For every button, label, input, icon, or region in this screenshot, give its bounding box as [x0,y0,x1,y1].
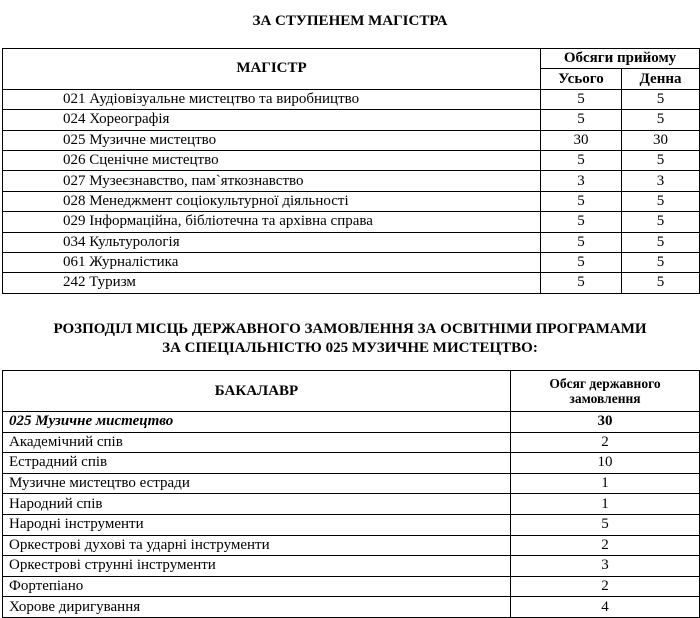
fulltime-value: 30 [622,130,700,150]
total-value: 5 [541,252,622,272]
fulltime-value: 5 [622,110,700,130]
bachelor-state-order-table [2,370,700,618]
program-name: Фортепіано [3,576,511,597]
total-value: 30 [541,130,622,150]
master-admission-table [2,48,700,294]
table-row [3,130,700,150]
state-order-volume-header [511,371,700,412]
table-row [3,432,700,453]
table-row [3,171,700,191]
specialty-name: 242 Туризм [3,273,541,293]
volume-header-line2: замовлення [569,391,641,406]
program-name: Музичне мистецтво естради [3,473,511,494]
total-value: 5 [541,110,622,130]
total-value: 5 [541,232,622,252]
specialty-total-row [3,412,700,433]
specialty-name: 025 Музичне мистецтво [3,412,511,433]
fulltime-value: 5 [622,191,700,211]
program-name: Оркестрові струнні інструменти [3,556,511,577]
program-value: 4 [511,597,700,618]
total-value: 5 [541,150,622,170]
specialty-total-value: 30 [511,412,700,433]
table-row [3,576,700,597]
program-value: 3 [511,556,700,577]
table-row [3,232,700,252]
total-value: 5 [541,89,622,109]
table-row [3,252,700,272]
total-value: 5 [541,212,622,232]
total-value: 5 [541,191,622,211]
table-row [3,453,700,474]
specialty-name: 029 Інформаційна, бібліотечна та архівна справа [3,212,541,232]
program-value: 2 [511,432,700,453]
specialty-name: 025 Музичне мистецтво [3,130,541,150]
specialty-name: 061 Журналістика [3,252,541,272]
table-row [3,89,700,109]
specialty-name: 021 Аудіовізуальне мистецтво та виробництво [3,89,541,109]
fulltime-value: 5 [622,252,700,272]
fulltime-value: 5 [622,273,700,293]
program-name: Хорове диригування [3,597,511,618]
fulltime-header: Денна [622,69,700,89]
bachelor-level-header: БАКАЛАВР [3,371,511,412]
program-name: Академічний спів [3,432,511,453]
fulltime-value: 3 [622,171,700,191]
fulltime-value: 5 [622,150,700,170]
admission-volume-header: Обсяги прийому [541,49,700,69]
table-row [3,494,700,515]
table-row [3,473,700,494]
specialty-name: 027 Музеєзнавство, пам`яткознавство [3,171,541,191]
program-value: 5 [511,514,700,535]
table-row [3,556,700,577]
program-value: 1 [511,473,700,494]
program-name: Естрадний спів [3,453,511,474]
specialty-name: 028 Менеджмент соціокультурної діяльності [3,191,541,211]
total-value: 5 [541,273,622,293]
table-row [3,597,700,618]
table-row [3,273,700,293]
table-row [3,514,700,535]
table-row [3,150,700,170]
specialty-name: 034 Культурологія [3,232,541,252]
total-header: Усього [541,69,622,89]
program-value: 1 [511,494,700,515]
specialty-name: 024 Хореографія [3,110,541,130]
table-row [3,110,700,130]
program-name: Народний спів [3,494,511,515]
program-name: Народні інструменти [3,514,511,535]
fulltime-value: 5 [622,89,700,109]
master-level-header: МАГІСТР [3,49,541,90]
program-name: Оркестрові духові та ударні інструменти [3,535,511,556]
table-row [3,191,700,211]
state-order-title-line2: ЗА СПЕЦІАЛЬНІСТЮ 025 МУЗИЧНЕ МИСТЕЦТВО: [162,340,538,356]
total-value: 3 [541,171,622,191]
program-value: 10 [511,453,700,474]
program-value: 2 [511,535,700,556]
table-row [3,535,700,556]
table-row [3,212,700,232]
master-section-title: ЗА СТУПЕНЕМ МАГІСТРА [252,13,448,29]
volume-header-line1: Обсяг державного [549,376,661,391]
fulltime-value: 5 [622,232,700,252]
fulltime-value: 5 [622,212,700,232]
program-value: 2 [511,576,700,597]
state-order-title-line1: РОЗПОДІЛ МІСЦЬ ДЕРЖАВНОГО ЗАМОВЛЕННЯ ЗА ОСВІТНІМИ ПРОГРАМАМИ [53,321,647,337]
specialty-name: 026 Сценічне мистецтво [3,150,541,170]
